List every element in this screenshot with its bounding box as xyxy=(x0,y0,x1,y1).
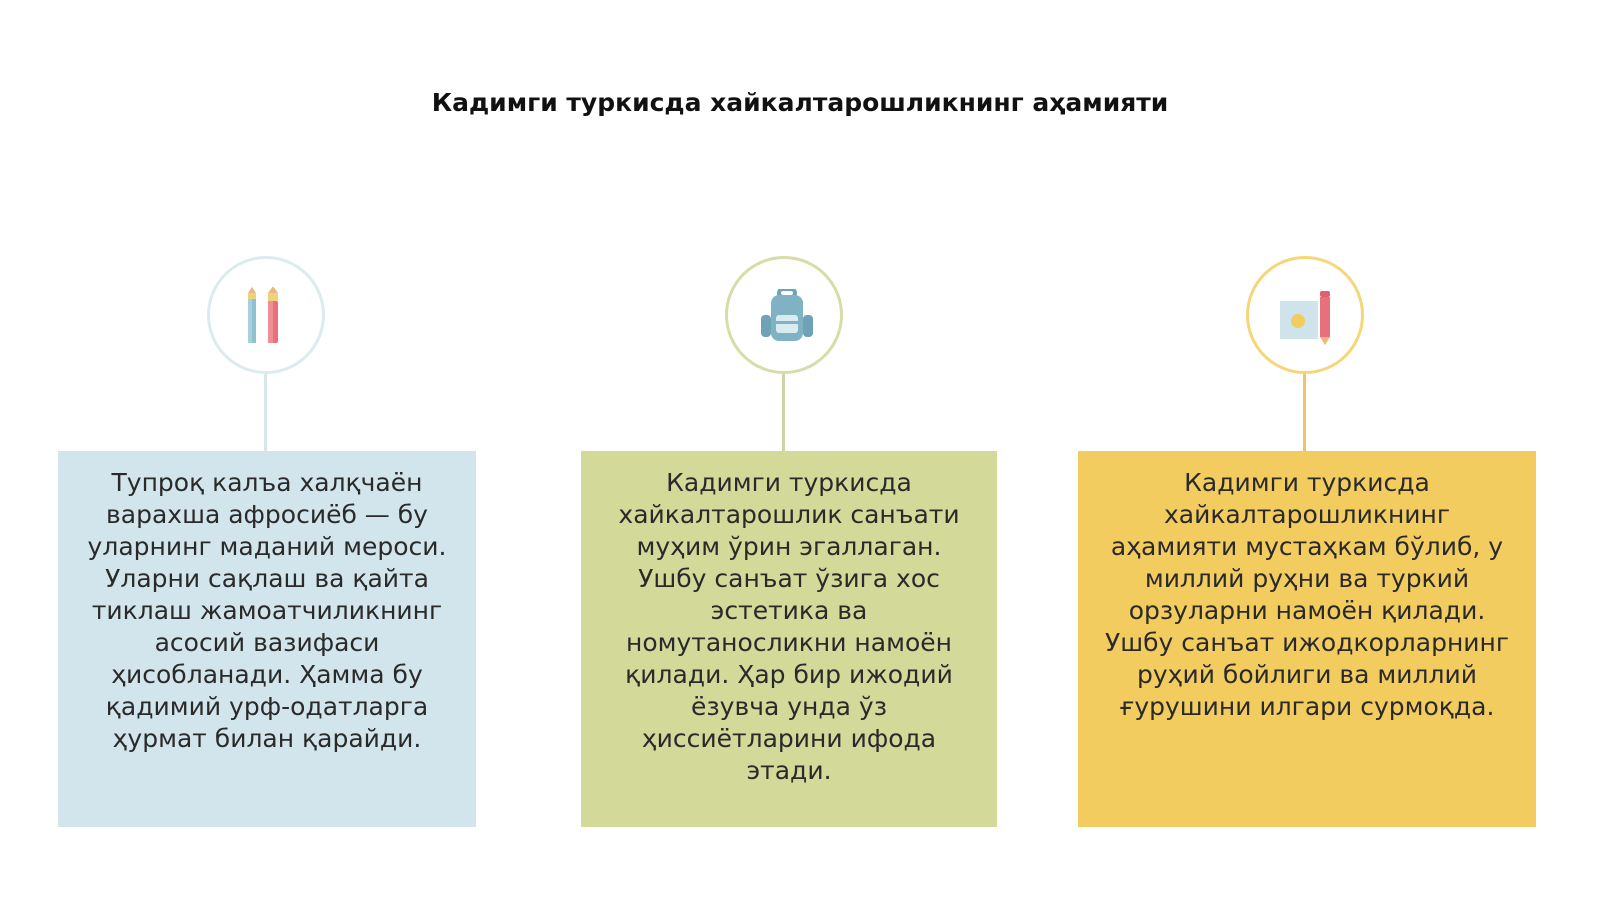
card-3 xyxy=(1078,451,1536,827)
card-3-text: Кадимги туркисда хайкалтарошликнинг аҳамияти мустаҳкам бўлиб, у миллий руҳни ва туркий орзуларни намоён қилади. Ушбу санъат ижодкорларнинг руҳий бойлиги ва миллий ғурушини илгари сурмоқда. xyxy=(1104,468,1510,721)
pencils-icon xyxy=(238,287,294,349)
card-1-text: Тупроқ калъа халқчаён варахша афросиёб — бу уларнинг маданий мероси. Уларни сақлаш ва қайта тиклаш жамоатчиликнинг асосий вазифаси ҳисобланади. Ҳамма бу қадимий урф-одатларга ҳурмат билан қарайди. xyxy=(87,468,447,753)
connector-2 xyxy=(782,374,785,451)
backpack-icon xyxy=(759,289,815,345)
card-1 xyxy=(58,451,476,827)
card-2 xyxy=(581,451,997,827)
connector-1 xyxy=(264,374,267,451)
icon-circle-3 xyxy=(1246,256,1364,374)
connector-3 xyxy=(1303,374,1306,451)
drawing-board-icon xyxy=(1278,291,1336,347)
icon-circle-2 xyxy=(725,256,843,374)
icon-circle-1 xyxy=(207,256,325,374)
card-2-text: Кадимги туркисда хайкалтарошлик санъати муҳим ўрин эгаллаган. Ушбу санъат ўзига хос эстетика ва номутаносликни намоён қилади. Ҳар бир ижодий ёзувча унда ўз ҳиссиётларини ифода этади. xyxy=(618,468,960,785)
page-title: Кадимги туркисда хайкалтарошликнинг аҳамияти xyxy=(431,88,1169,117)
